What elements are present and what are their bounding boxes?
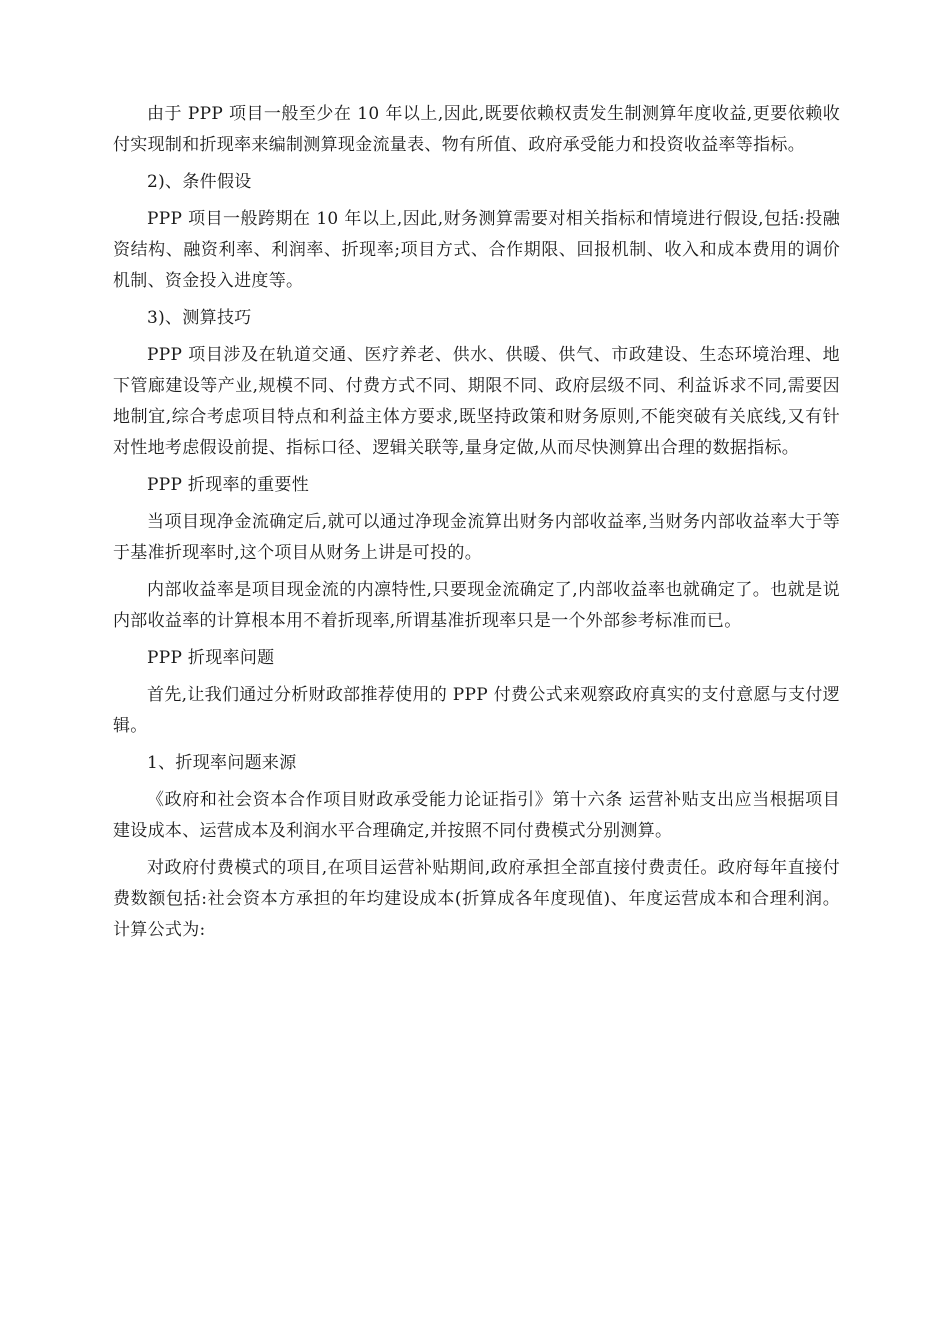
paragraph-guideline: 《政府和社会资本合作项目财政承受能力论证指引》第十六条 运营补贴支出应当根据项目建设成本、运营成本及利润水平合理确定,并按照不同付费模式分别测算。 bbox=[113, 790, 840, 841]
heading-discount-problem: PPP 折现率问题 bbox=[147, 648, 275, 668]
paragraph-payment-formula: 首先,让我们通过分析财政部推荐使用的 PPP 付费公式来观察政府真实的支付意愿与支付逻辑。 bbox=[113, 685, 840, 736]
paragraph-assumptions: PPP 项目一般跨期在 10 年以上,因此,财务测算需要对相关指标和情境进行假设,包括:投融资结构、融资利率、利润率、折现率;项目方式、合作期限、回报机制、收入和成本费用的调价机制、资金投入进度等。 bbox=[113, 209, 840, 291]
paragraph-irr-nature: 内部收益率是项目现金流的内凛特性,只要现金流确定了,内部收益率也就确定了。也就是说内部收益率的计算根本用不着折现率,所谓基准折现率只是一个外部参考标准而已。 bbox=[113, 580, 840, 631]
paragraph-irr: 当项目现净金流确定后,就可以通过净现金流算出财务内部收益率,当财务内部收益率大于等于基准折现率时,这个项目从财务上讲是可投的。 bbox=[113, 512, 840, 563]
heading-discount-importance: PPP 折现率的重要性 bbox=[147, 475, 310, 495]
heading-techniques: 3)、测算技巧 bbox=[147, 308, 252, 328]
document-body bbox=[113, 99, 840, 952]
paragraph-government-payment: 对政府付费模式的项目,在项目运营补贴期间,政府承担全部直接付费责任。政府每年直接付费数额包括:社会资本方承担的年均建设成本(折算成各年度现值)、年度运营成本和合理利润。计算公式为: bbox=[113, 858, 840, 940]
heading-problem-source: 1、折现率问题来源 bbox=[147, 753, 297, 773]
paragraph-techniques: PPP 项目涉及在轨道交通、医疗养老、供水、供暖、供气、市政建设、生态环境治理、地下管廊建设等产业,规模不同、付费方式不同、期限不同、政府层级不同、利益诉求不同,需要因地制宜,综合考虑项目特点和利益主体方要求,既坚持政策和财务原则,不能突破有关底线,又有针对性地考虑假设前提、指标口径、逻辑关联等,量身定做,从而尽快测算出合理的数据指标。 bbox=[113, 345, 840, 458]
heading-assumptions: 2)、条件假设 bbox=[147, 172, 252, 192]
paragraph-intro: 由于 PPP 项目一般至少在 10 年以上,因此,既要依赖权责发生制测算年度收益,更要依赖收付实现制和折现率来编制测算现金流量表、物有所值、政府承受能力和投资收益率等指标。 bbox=[113, 104, 840, 155]
